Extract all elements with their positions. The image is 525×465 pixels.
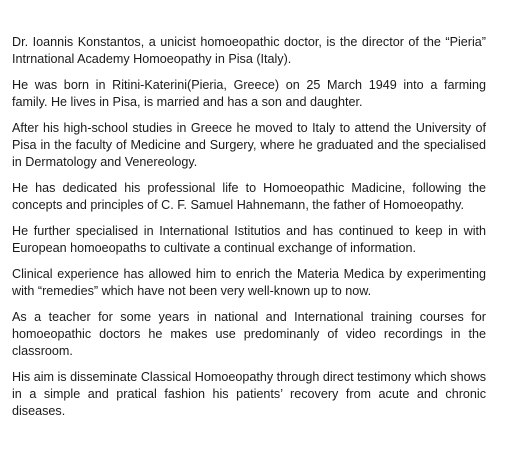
biography-document (12, 34, 486, 429)
paragraph-career: He has dedicated his professional life to Homoeopathic Madicine, following the concepts and principles of C. F. Samuel Hahnemann, the father of Homoeopathy. (12, 181, 486, 212)
paragraph-aim: His aim is disseminate Classical Homoeopathy through direct testimony which shows in a simple and pratical fashion his patients’ recovery from acute and chronic diseases. (12, 370, 486, 418)
paragraph-intro: Dr. Ioannis Konstantos, a unicist homoeopathic doctor, is the director of the “Pieria” Intrnational Academy Homoeopathy in Pisa (Italy). (12, 35, 486, 66)
paragraph-teaching: As a teacher for some years in national and International training courses for homoeopathic doctors he makes use predominanly of video recordings in the classroom. (12, 310, 486, 358)
paragraph-education: After his high-school studies in Greece he moved to Italy to attend the University of Pisa in the faculty of Medicine and Surgery, where he graduated and the specialised in Dermatology and Venereology. (12, 121, 486, 169)
paragraph-clinical-experience: Clinical experience has allowed him to enrich the Materia Medica by experimenting with “remedies” which have not been very well-known up to now. (12, 267, 486, 298)
paragraph-specialisation: He further specialised in International Istitutios and has continued to keep in with European homoeopaths to cultivate a continual exchange of information. (12, 224, 486, 255)
paragraph-birth: He was born in Ritini-Katerini(Pieria, Greece) on 25 March 1949 into a farming family. He lives in Pisa, is married and has a son and daughter. (12, 78, 486, 109)
